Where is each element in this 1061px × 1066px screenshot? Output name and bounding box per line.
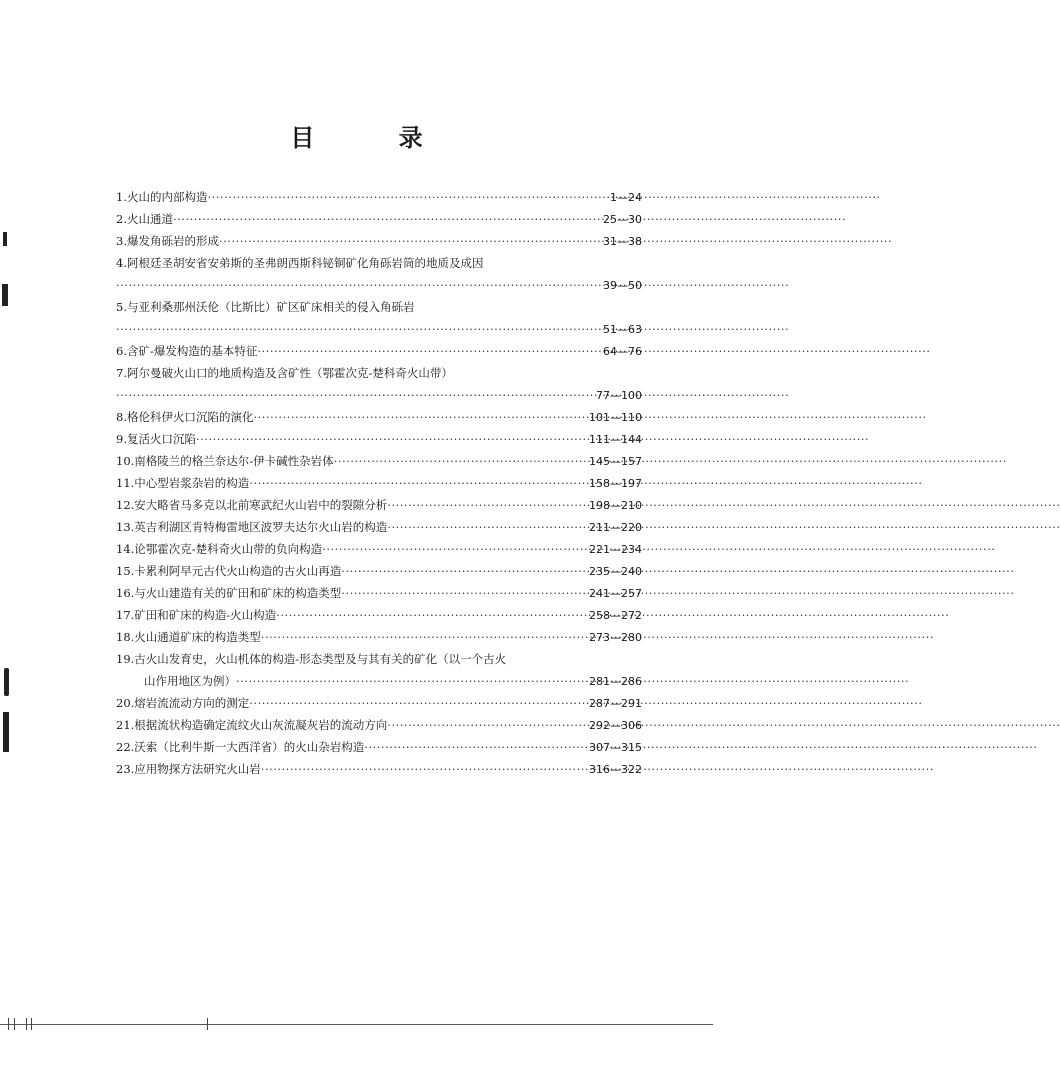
toc-entry-pages: 211—220 [589,521,642,534]
toc-entry [116,494,642,516]
toc-entry-pages: 273—280 [589,631,642,644]
toc-entry-title: 12.安大略省马多克以北前寒武纪火山岩中的裂隙分析 [116,498,388,512]
dot-leader [236,670,587,692]
dot-leader [173,208,601,230]
toc-entry-pages: 64—76 [603,345,642,358]
toc-entry [116,472,642,494]
toc-entry [116,648,642,692]
toc-entry-pages: 287—291 [589,697,642,710]
toc-entry-title: 10.南格陵兰的格兰奈达尔-伊卡碱性杂岩体 [116,454,334,468]
toc-entry [116,560,642,582]
toc-entry-title: 15.卡累利阿早元古代火山构造的古火山再造 [116,564,342,578]
toc-entry-pages: 51—63 [603,323,642,336]
toc-entry-pages: 158—197 [589,477,642,490]
toc-entry [116,736,642,758]
toc-entry-pages: 1—24 [610,191,642,204]
toc-entry-title: 14.论鄂霍次克-楚科奇火山带的负向构造 [116,542,323,556]
toc-entry-pages: 241—257 [589,587,642,600]
dot-leader [249,472,587,494]
bottom-edge-tick [207,1018,208,1030]
toc-entry-title: 17.矿田和矿床的构造-火山构造 [116,608,277,622]
table-of-contents [116,186,642,780]
scan-artifact [3,712,9,752]
scan-artifact [4,668,9,696]
dot-leader [387,494,587,516]
toc-entry [116,362,642,406]
toc-entry-pages: 258—272 [589,609,642,622]
toc-entry-pages: 281—286 [589,675,642,688]
toc-entry-title: 18.火山通道矿床的构造类型 [116,630,261,644]
toc-entry-title: 11.中心型岩浆杂岩的构造 [116,476,250,490]
toc-entry-title: 5.与亚利桑那州沃伦（比斯比）矿区矿床相关的侵入角砾岩 [116,300,415,314]
toc-entry-pages: 25—30 [603,213,642,226]
toc-entry [116,450,642,472]
toc-entry-title: 4.阿根廷圣胡安省安弟斯的圣弗朗西斯科铋铜矿化角砾岩筒的地质及成因 [116,256,484,270]
toc-entry-title: 2.火山通道 [116,212,173,226]
toc-entry-title: 21.根据流状构造确定流纹火山灰流凝灰岩的流动方向 [116,718,388,732]
toc-entry-pages: 235—240 [589,565,642,578]
page-title: 目 录 [290,124,461,152]
toc-entry-title: 20.熔岩流流动方向的测定 [116,696,250,710]
toc-entry [116,582,642,604]
toc-entry [116,186,642,208]
toc-entry-pages: 198—210 [589,499,642,512]
scan-artifact [3,232,7,246]
toc-entry-title-continued: 山作用地区为例） [144,674,236,688]
dot-leader [341,560,587,582]
bottom-edge-tick [26,1018,27,1030]
toc-entry-pages: 307—315 [589,741,642,754]
dot-leader [249,692,587,714]
toc-entry-title: 22.沃索（比利牛斯一大西洋省）的火山杂岩构造 [116,740,365,754]
toc-entry-title: 1.火山的内部构造 [116,190,208,204]
dot-leader [364,736,587,758]
dot-leader [116,384,594,406]
dot-leader [253,406,587,428]
dot-leader [116,318,601,340]
dot-leader [196,428,587,450]
dot-leader [387,516,587,538]
toc-entry-title: 23.应用物探方法研究火山岩 [116,762,261,776]
dot-leader [219,230,601,252]
toc-entry [116,758,642,780]
toc-entry [116,230,642,252]
dot-leader [261,758,587,780]
toc-entry-pages: 111—144 [589,433,642,446]
dot-leader [261,626,587,648]
toc-entry [116,538,642,560]
dot-leader [334,450,587,472]
toc-entry-pages: 39—50 [603,279,642,292]
bottom-edge-rule [0,1024,713,1025]
toc-entry [116,406,642,428]
toc-entry-pages: 77—100 [596,389,642,402]
toc-entry-title: 16.与火山建造有关的矿田和矿床的构造类型 [116,586,342,600]
dot-leader [257,340,601,362]
toc-entry-pages: 221—234 [589,543,642,556]
toc-entry [116,340,642,362]
dot-leader [207,186,608,208]
dot-leader [322,538,587,560]
toc-entry-pages: 31—38 [603,235,642,248]
toc-entry [116,252,642,296]
bottom-edge-tick [14,1018,15,1030]
toc-entry [116,428,642,450]
toc-entry-title: 6.含矿-爆发构造的基本特征 [116,344,258,358]
dot-leader [276,604,587,626]
dot-leader [116,274,601,296]
toc-entry-title: 8.格伦科伊火口沉陷的演化 [116,410,254,424]
toc-entry-title: 13.英吉利湖区肯特梅雷地区波罗夫达尔火山岩的构造 [116,520,388,534]
toc-entry-title: 7.阿尔曼破火山口的地质构造及含矿性（鄂霍次克-楚科奇火山带） [116,366,453,380]
toc-entry [116,604,642,626]
toc-entry-pages: 101—110 [589,411,642,424]
toc-entry [116,692,642,714]
toc-entry-title: 3.爆发角砾岩的形成 [116,234,219,248]
dot-leader [387,714,587,736]
toc-entry-title: 19.古火山发育史，火山机体的构造-形态类型及与其有关的矿化（以一个古火 [116,652,507,666]
bottom-edge-tick [31,1018,32,1030]
toc-entry-pages: 292—306 [589,719,642,732]
toc-entry [116,626,642,648]
toc-entry [116,516,642,538]
toc-entry-pages: 316—322 [589,763,642,776]
bottom-edge-tick [8,1018,9,1030]
toc-entry-pages: 145—157 [589,455,642,468]
toc-entry [116,208,642,230]
scan-artifact [2,284,8,306]
toc-entry-title: 9.复活火口沉陷 [116,432,196,446]
dot-leader [341,582,587,604]
toc-entry [116,714,642,736]
toc-entry [116,296,642,340]
